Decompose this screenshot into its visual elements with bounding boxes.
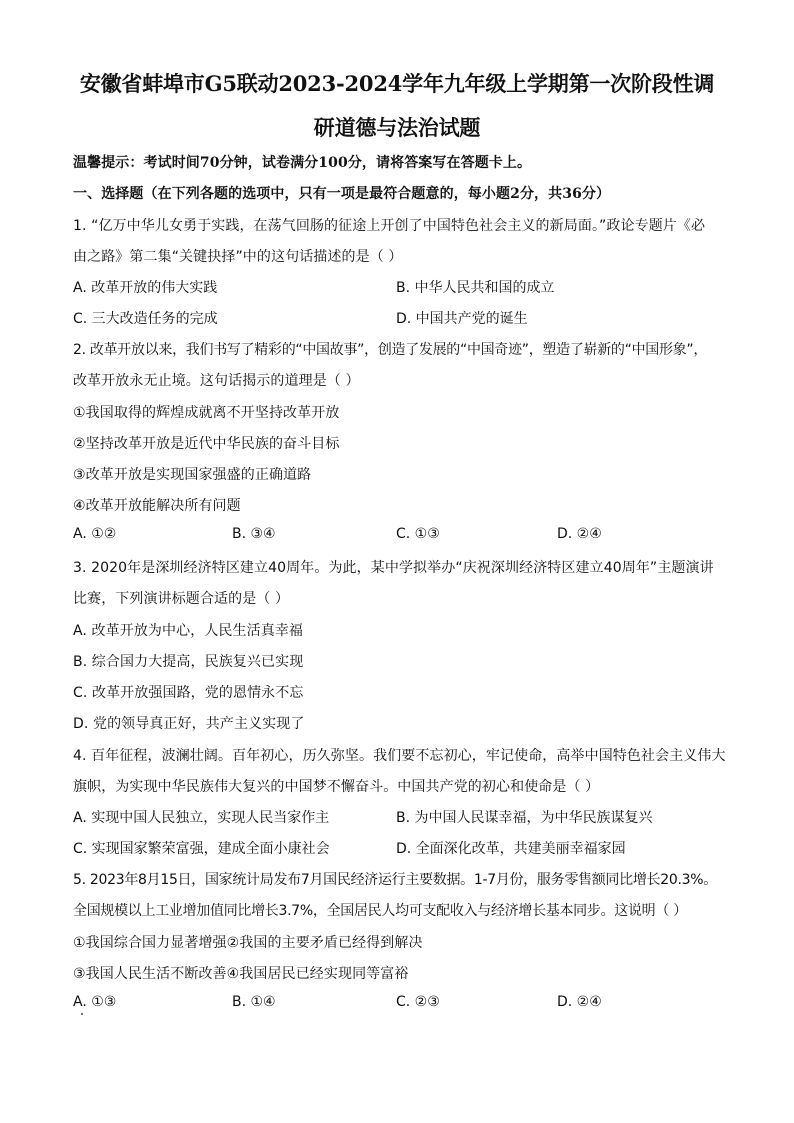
- q5-statements-1-2: ①我国综合国力显著增强②我国的主要矛盾已经得到解决: [73, 935, 423, 951]
- q5-option-c: C. ②③: [396, 994, 440, 1010]
- q2-stem-line-1: 2. 改革开放以来，我们书写了精彩的“中国故事”，创造了发展的“中国奇迹”，塑造了崭新的“中国形象”，: [73, 342, 708, 358]
- exam-title-line-1: 安徽省蚌埠市G5联动2023-2024学年九年级上学期第一次阶段性调: [79, 71, 715, 96]
- exam-title-line-2: 研道德与法治试题: [313, 115, 481, 140]
- q2-statement-4: ④改革开放能解决所有问题: [73, 498, 241, 514]
- q4-stem-line-2: 旗帜，为实现中华民族伟大复兴的中国梦不懈奋斗。中国共产党的初心和使命是（ ）: [73, 779, 600, 795]
- q5-stem-line-2: 全国规模以上工业增加值同比增长3.7%，全国居民人均可支配收入与经济增长基本同步。这说明（ ）: [73, 903, 687, 919]
- q1-stem-line-1: 1. “亿万中华儿女勇于实践，在荡气回肠的征途上开创了中国特色社会主义的新局面。”政论专题片《必: [73, 218, 706, 234]
- q3-stem-line-1: 3. 2020年是深圳经济特区建立40周年。为此，某中学拟举办“庆祝深圳经济特区建立40周年”主题演讲: [73, 560, 714, 576]
- q2-option-c: C. ①③: [396, 526, 440, 542]
- q4-option-d: D. 全面深化改革，共建美丽幸福家园: [396, 841, 626, 857]
- q1-option-a: A. 改革开放的伟大实践: [73, 280, 218, 296]
- q2-stem-line-2: 改革开放永无止境。这句话揭示的道理是（ ）: [73, 373, 360, 389]
- q2-statement-3: ③改革开放是实现国家强盛的正确道路: [73, 467, 312, 483]
- q5-stem-line-1: 5. 2023年8月15日，国家统计局发布7月国民经济运行主要数据。1-7月份，服务零售额同比增长20.3%。: [73, 872, 717, 888]
- q2-statement-2: ②坚持改革开放是近代中华民族的奋斗目标: [73, 436, 340, 452]
- q3-stem-line-2: 比赛，下列演讲标题合适的是（ ）: [73, 591, 290, 607]
- q2-statement-1: ①我国取得的辉煌成就离不开坚持改革开放: [73, 405, 340, 421]
- q3-option-a: A. 改革开放为中心，人民生活真幸福: [73, 623, 304, 639]
- section-heading-choice: 一、选择题（在下列各题的选项中，只有一项是最符合题意的，每小题2分，共36分）: [73, 186, 611, 202]
- q2-option-d: D. ②④: [557, 526, 602, 542]
- q3-option-d: D. 党的领导真正好，共产主义实现了: [73, 716, 305, 732]
- q1-option-d: D. 中国共产党的诞生: [396, 311, 528, 327]
- q5-option-a: A. ①③: [73, 994, 117, 1010]
- q1-stem-line-2: 由之路》第二集“关键抉择”中的这句话描述的是（ ）: [73, 249, 403, 265]
- q5-option-b: B. ①④: [232, 994, 276, 1010]
- q4-stem-line-1: 4. 百年征程，波澜壮阔。百年初心，历久弥坚。我们要不忘初心，牢记使命，高举中国特色社会主义伟大: [73, 748, 726, 764]
- q2-option-a: A. ①②: [73, 526, 117, 542]
- q1-option-c: C. 三大改造任务的完成: [73, 311, 218, 327]
- q3-option-c: C. 改革开放强国路，党的恩情永不忘: [73, 685, 304, 701]
- exam-notice: 温馨提示：考试时间70分钟，试卷满分100分，请将答案写在答题卡上。: [73, 155, 532, 171]
- q1-option-b: B. 中华人民共和国的成立: [396, 280, 555, 296]
- q4-option-a: A. 实现中国人民独立，实现人民当家作主: [73, 810, 330, 826]
- stray-dot-mark: [81, 1013, 83, 1015]
- q4-option-c: C. 实现国家繁荣富强，建成全面小康社会: [73, 841, 330, 857]
- q2-option-b: B. ③④: [232, 526, 276, 542]
- q5-statements-3-4: ③我国人民生活不断改善④我国居民已经实现同等富裕: [73, 966, 409, 982]
- q5-option-d: D. ②④: [557, 994, 602, 1010]
- q4-option-b: B. 为中国人民谋幸福，为中华民族谋复兴: [396, 810, 653, 826]
- q3-option-b: B. 综合国力大提高，民族复兴已实现: [73, 654, 304, 670]
